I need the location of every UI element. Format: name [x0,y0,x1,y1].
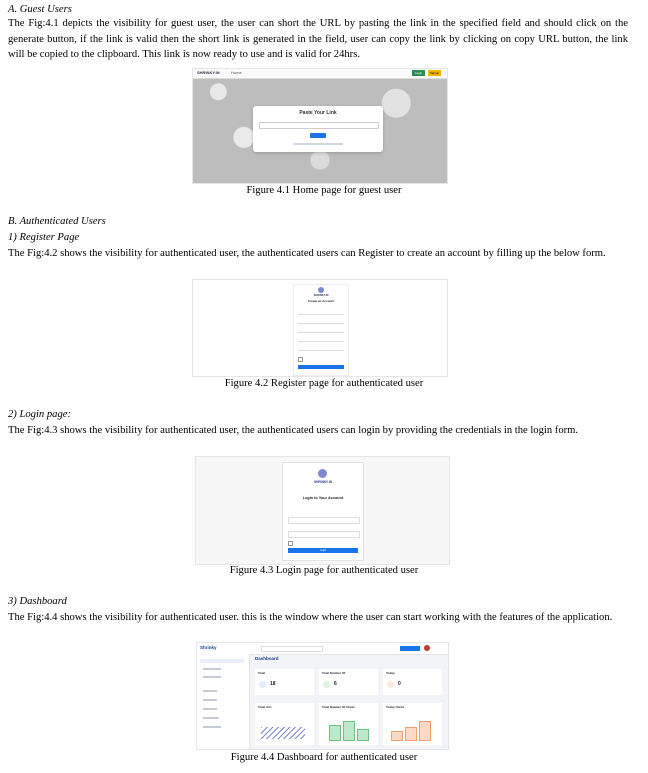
avatar[interactable] [424,645,430,651]
register-brand: SHRINKY.IN [313,294,329,297]
stat-card-label: Total [258,671,265,675]
email-field[interactable] [298,320,344,324]
username-input[interactable] [288,517,360,524]
confirm-password-field[interactable] [298,347,344,351]
figure-4-1-caption: Figure 4.1 Home page for guest user [246,185,402,196]
sidebar-item[interactable] [203,676,221,678]
validity-note [293,143,343,145]
figure-4-4-caption: Figure 4.4 Dashboard for authenticated user [230,752,418,763]
section-a-paragraph: The Fig:4.1 depicts the visibility for guest user, the user can short the URL by pasting the link in the specified field and should click on the generate button, if the link is valid then the short link is generated in the field, user can copy the link by clicking on copy URL button, the link will be copied to the clipboard. This link is now ready to use and is valid for 24hrs. [8,18,628,60]
stat-card-label: Today [386,671,395,675]
chart-card-title: Total Number Of Clicks [322,705,355,709]
login-submit-button[interactable]: Login [288,548,358,553]
login-paragraph: The Fig:4.3 shows the visibility for authenticated user, the authenticated users can login by providing the credentials in the login form. [8,425,579,436]
login-subheading: 2) Login page: [8,409,71,420]
register-subheading: 1) Register Page [8,232,80,243]
stat-card-label: Total Number Of [322,671,346,675]
clicks-icon [323,681,330,688]
name-field[interactable] [298,311,344,315]
dashboard-search-input[interactable] [261,646,323,652]
stat-card-total [255,669,314,695]
guest-navbar [193,69,447,79]
cart-icon [259,681,266,688]
url-input[interactable] [259,122,379,129]
sidebar-item[interactable] [203,699,217,701]
login-brand: SHRINKY.IN [313,480,333,484]
login-logo-icon [318,469,327,478]
dashboard-page-title: Dashboard [255,656,279,661]
login-form-card [282,462,364,561]
register-logo-icon [318,287,324,293]
username-field[interactable] [298,329,344,333]
sidebar-item[interactable] [203,668,221,670]
section-a-heading: A. Guest Users [8,4,72,15]
terms-checkbox[interactable] [298,357,303,362]
dashboard-subheading: 3) Dashboard [8,596,67,607]
stat-card-clicks [319,669,378,695]
register-submit-button[interactable] [298,365,344,369]
chart-card-title: Today Clicks [386,705,405,709]
dashboard-sidebar [197,654,250,749]
chart-card-total-urls [255,703,314,745]
paste-link-card [253,106,383,152]
stat-card-value: 0 [398,681,401,687]
sidebar-item[interactable] [203,717,219,719]
bar-mark [357,729,369,741]
section-b-heading: B. Authenticated Users [8,216,106,227]
stat-card-today [383,669,442,695]
bar-mark [419,721,431,741]
sidebar-item[interactable] [203,726,221,728]
bar-mark [343,721,355,741]
figure-4-2 [192,279,448,377]
sidebar-item[interactable] [203,708,217,710]
bar-mark [391,731,403,741]
bar-mark [405,727,417,741]
chart-card-title: Total Urls [258,705,272,709]
sidebar-item-dashboard[interactable] [200,659,244,663]
stat-card-value: 18 [270,681,276,687]
register-form-card [293,284,349,376]
register-title: Create an Account [307,299,335,303]
sidebar-item[interactable] [203,690,217,692]
login-title: Login to Your Account [302,496,344,500]
bar-mark [329,725,341,741]
password-field[interactable] [298,338,344,342]
chart-icon [387,681,394,688]
figure-4-3 [195,456,450,565]
chart-card-clicks [319,703,378,745]
figure-4-4 [196,642,449,750]
remember-me-checkbox[interactable] [288,541,293,546]
figure-4-2-caption: Figure 4.2 Register page for authenticated user [224,378,424,389]
dashboard-paragraph: The Fig:4.4 shows the visibility for authenticated user. this is the window where the user can start working with the features of the application. [8,612,613,623]
guest-nav-home[interactable]: Home [231,70,242,75]
figure-4-3-caption: Figure 4.3 Login page for authenticated user [229,565,419,576]
figure-4-1 [192,68,448,184]
bar-mark [261,727,305,739]
guest-login-button[interactable]: Login [412,70,425,76]
paste-link-title: Paste Your Link [299,110,337,116]
guest-signup-button[interactable]: Signup [429,71,440,75]
register-paragraph: The Fig:4.2 shows the visibility for authenticated user, the authenticated users can Register to create an account by filling up the below form. [8,248,606,259]
stat-card-value: 6 [334,681,337,687]
dashboard-brand: Shrinky [200,645,217,650]
generate-button[interactable] [310,133,326,138]
guest-brand: SHRINKY.IN [197,70,220,75]
create-new-button[interactable] [400,646,420,651]
password-input[interactable] [288,531,360,538]
chart-card-today-clicks [383,703,442,745]
